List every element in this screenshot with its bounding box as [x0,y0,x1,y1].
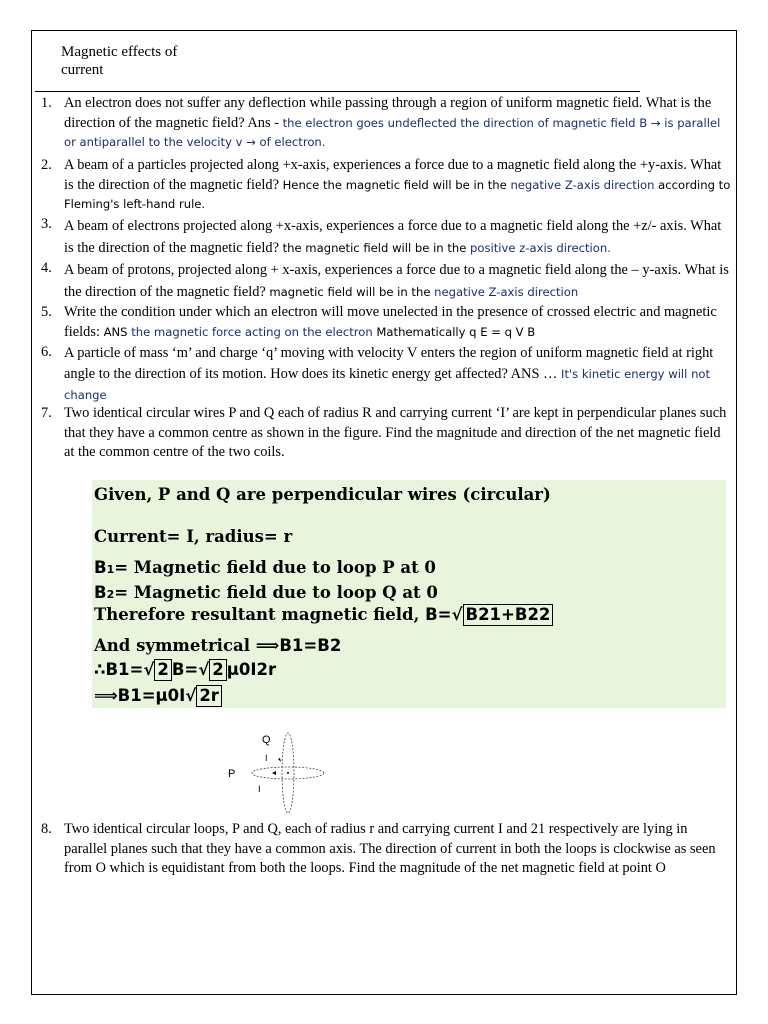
answer-highlight: negative Z-axis direction [434,285,579,299]
question-text: A beam of protons, projected along + x-axis, experiences a force due to a magnetic field along the – y-axis. What is the direction of the magnetic field? magnetic field will be in the negative Z-axis direction [64,262,729,300]
perpendicular-coils-figure [222,729,332,819]
answer-text: the magnetic field will be in the [282,241,471,255]
solution-line-b1-value: ∴B1=√ 2 B=√ 2 μ0I2r [94,660,277,679]
question-number: 4. [41,260,52,276]
question-number: 6. [41,344,52,360]
sqrt-box: 2 [154,659,171,681]
label-current-p: I [258,784,261,794]
question-text: A beam of a particles projected along +x-axis, experiences a force due to a magnetic field along the +y-axis. What is the direction of the magnetic field? Hence the magnetic field will be in the negative Z-axis direction according to Fleming's left-hand rule. [64,157,731,211]
answer-text: magnetic field will be in the [269,285,435,299]
label-current-q: I [265,753,268,763]
question-text: A particle of mass ‘m’ and charge ‘q’ moving with velocity V enters the region of uniform magnetic field at right angle to the direction of its motion. How does its kinetic energy get affected? ANS … It's kinetic energy will not change [64,345,714,402]
answer-highlight: negative Z-axis direction [510,177,655,192]
solution-line-current: Current= I, radius= r [94,527,293,546]
question-number: 7. [41,405,52,421]
sqrt-box: B21+B22 [463,604,554,626]
sqrt-box: 2r [196,685,222,707]
answer-label: ANS [103,324,132,339]
solution-line-b2: B2= Magnetic field due to loop Q at 0 [94,583,438,602]
solution-line-b1: B1= Magnetic field due to loop P at 0 [94,558,436,577]
answer-highlight: positive z-axis direction. [470,241,611,255]
question-number: 3. [41,216,52,232]
answer-text: Hence the magnetic field will be in the [282,177,511,192]
header-title-line1: Magnetic effects of [61,44,178,60]
sqrt-box: 2 [209,659,226,681]
question-text: Two identical circular wires P and Q each of radius R and carrying current ‘I’ are kept in perpendicular planes such that they have a common centre as shown in the figure. Find the magnitude and direction of the net magnetic field at the common centre of the two coils. [64,405,727,460]
answer-text: the electron goes undeflected the direction of magnetic field B → is parallel or antiparallel to the velocity v → of electron. [64,115,721,149]
solution-line-symmetry: And symmetrical ⟹B1=B2 [94,636,342,655]
label-q: Q [262,734,271,746]
question-number: 1. [41,95,52,111]
solution-block [92,480,726,708]
question-number: 5. [41,304,52,320]
question-text: An electron does not suffer any deflection while passing through a region of uniform magnetic field. What is the direction of the magnetic field? Ans - the electron goes undeflected the direction of magnetic field B → is parallel or antiparallel to the velocity v → of electron. [64,95,721,149]
solution-line-final: ⟹B1=μ0I√ 2r [94,685,222,707]
label-p: P [228,768,236,780]
common-centre [287,772,289,774]
solution-line-resultant: Therefore resultant magnetic field, B=√ B21+B22 [94,604,553,626]
answer-highlight: It's kinetic energy will not change [64,367,711,402]
arrow-icon [272,771,276,775]
solution-line-given: Given, P and Q are perpendicular wires (circular) [94,485,551,504]
answer-formula: Mathematically q E = q V B [372,324,536,339]
question-number: 8. [41,821,52,837]
answer-text-end: according to Fleming's left-hand rule. [64,177,731,211]
document-header [61,43,177,79]
arrow-icon [278,758,281,762]
question-text: Write the condition under which an electron will move unelected in the presence of crossed electric and magnetic fields: ANS the magnetic force acting on the electron Mathematically q E = q V B [64,304,717,340]
answer-highlight: the magnetic force acting on the electron [131,324,373,339]
question-text: Two identical circular loops, P and Q, each of radius r and carrying current I and 21 respectively are lying in parallel planes such that they have a common axis. The direction of current in both the loops is clockwise as seen from O which is equidistant from both the loops. Find the magnitude of the net magnetic field at point O [64,821,716,876]
question-text: A beam of electrons projected along +x-axis, experiences a force due to a magnetic field along the +z/- axis. What is the direction of the magnetic field? the magnetic field will be in the positive z-axis direction. [64,218,722,256]
document-page [31,30,737,995]
header-rule [35,91,640,92]
question-number: 2. [41,157,52,173]
header-title-line2: current [61,62,104,78]
